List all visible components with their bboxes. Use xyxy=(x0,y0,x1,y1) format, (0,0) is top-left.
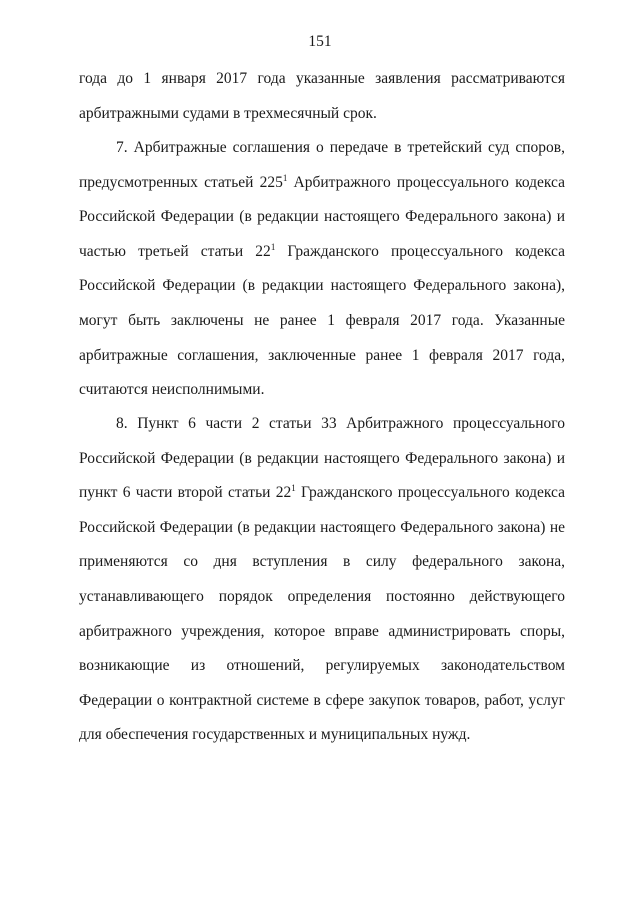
text-line xyxy=(79,476,565,511)
superscript: 1 xyxy=(282,172,288,183)
page-number: 151 xyxy=(308,33,332,50)
paragraph xyxy=(79,407,565,753)
text-line: арбитражными судами в трехмесячный срок. xyxy=(79,104,377,122)
text-segment: пункт 6 части второй статьи 22 xyxy=(79,484,292,502)
text-line: Российской Федерации (в редакции настоящего Федерального закона), xyxy=(79,277,565,295)
text-line: 8. Пункт 6 части 2 статьи 33 Арбитражного процессуального xyxy=(116,415,565,432)
text-line: устанавливающего порядок определения постоянно действующего xyxy=(79,587,565,605)
text-segment: Гражданского процессуального кодекса xyxy=(275,242,565,260)
text-line: 7. Арбитражные соглашения о передаче в третейский суд споров, xyxy=(116,139,565,156)
text-line: считаются неисполнимыми. xyxy=(79,381,265,399)
paragraph xyxy=(79,131,565,408)
text-line: арбитражные соглашения, заключенные ранее 1 февраля 2017 года, xyxy=(79,346,565,364)
text-line xyxy=(79,166,565,201)
text-line: применяются со дня вступления в силу федерального закона, xyxy=(79,553,565,571)
text-line: возникающие из отношений, регулируемых законодательством xyxy=(79,657,565,675)
text-segment: частью третьей статьи 22 xyxy=(79,242,271,260)
text-segment: предусмотренных статьей 225 xyxy=(79,173,283,191)
text-line: могут быть заключены не ранее 1 февраля 2017 года. Указанные xyxy=(79,311,565,329)
text-line: года до 1 января 2017 года указанные заявления рассматриваются xyxy=(79,70,565,87)
text-line: Федерации о контрактной системе в сфере закупок товаров, работ, услуг xyxy=(79,691,565,709)
superscript: 1 xyxy=(270,241,276,252)
text-segment: Гражданского процессуального кодекса xyxy=(295,484,565,502)
text-line: Российской Федерации (в редакции настоящего Федерального закона) и xyxy=(79,208,565,226)
text-line: для обеспечения государственных и муниципальных нужд. xyxy=(79,726,471,744)
text-line: Российской Федерации (в редакции настоящего Федерального закона) не xyxy=(79,518,565,536)
paragraph xyxy=(79,62,565,131)
text-segment: Арбитражного процессуального кодекса xyxy=(287,173,565,191)
text-line: арбитражного учреждения, которое вправе администрировать споры, xyxy=(79,622,565,640)
superscript: 1 xyxy=(291,483,296,494)
text-line xyxy=(79,235,565,270)
text-line: Российской Федерации (в редакции настоящего Федерального закона) и xyxy=(79,449,565,467)
